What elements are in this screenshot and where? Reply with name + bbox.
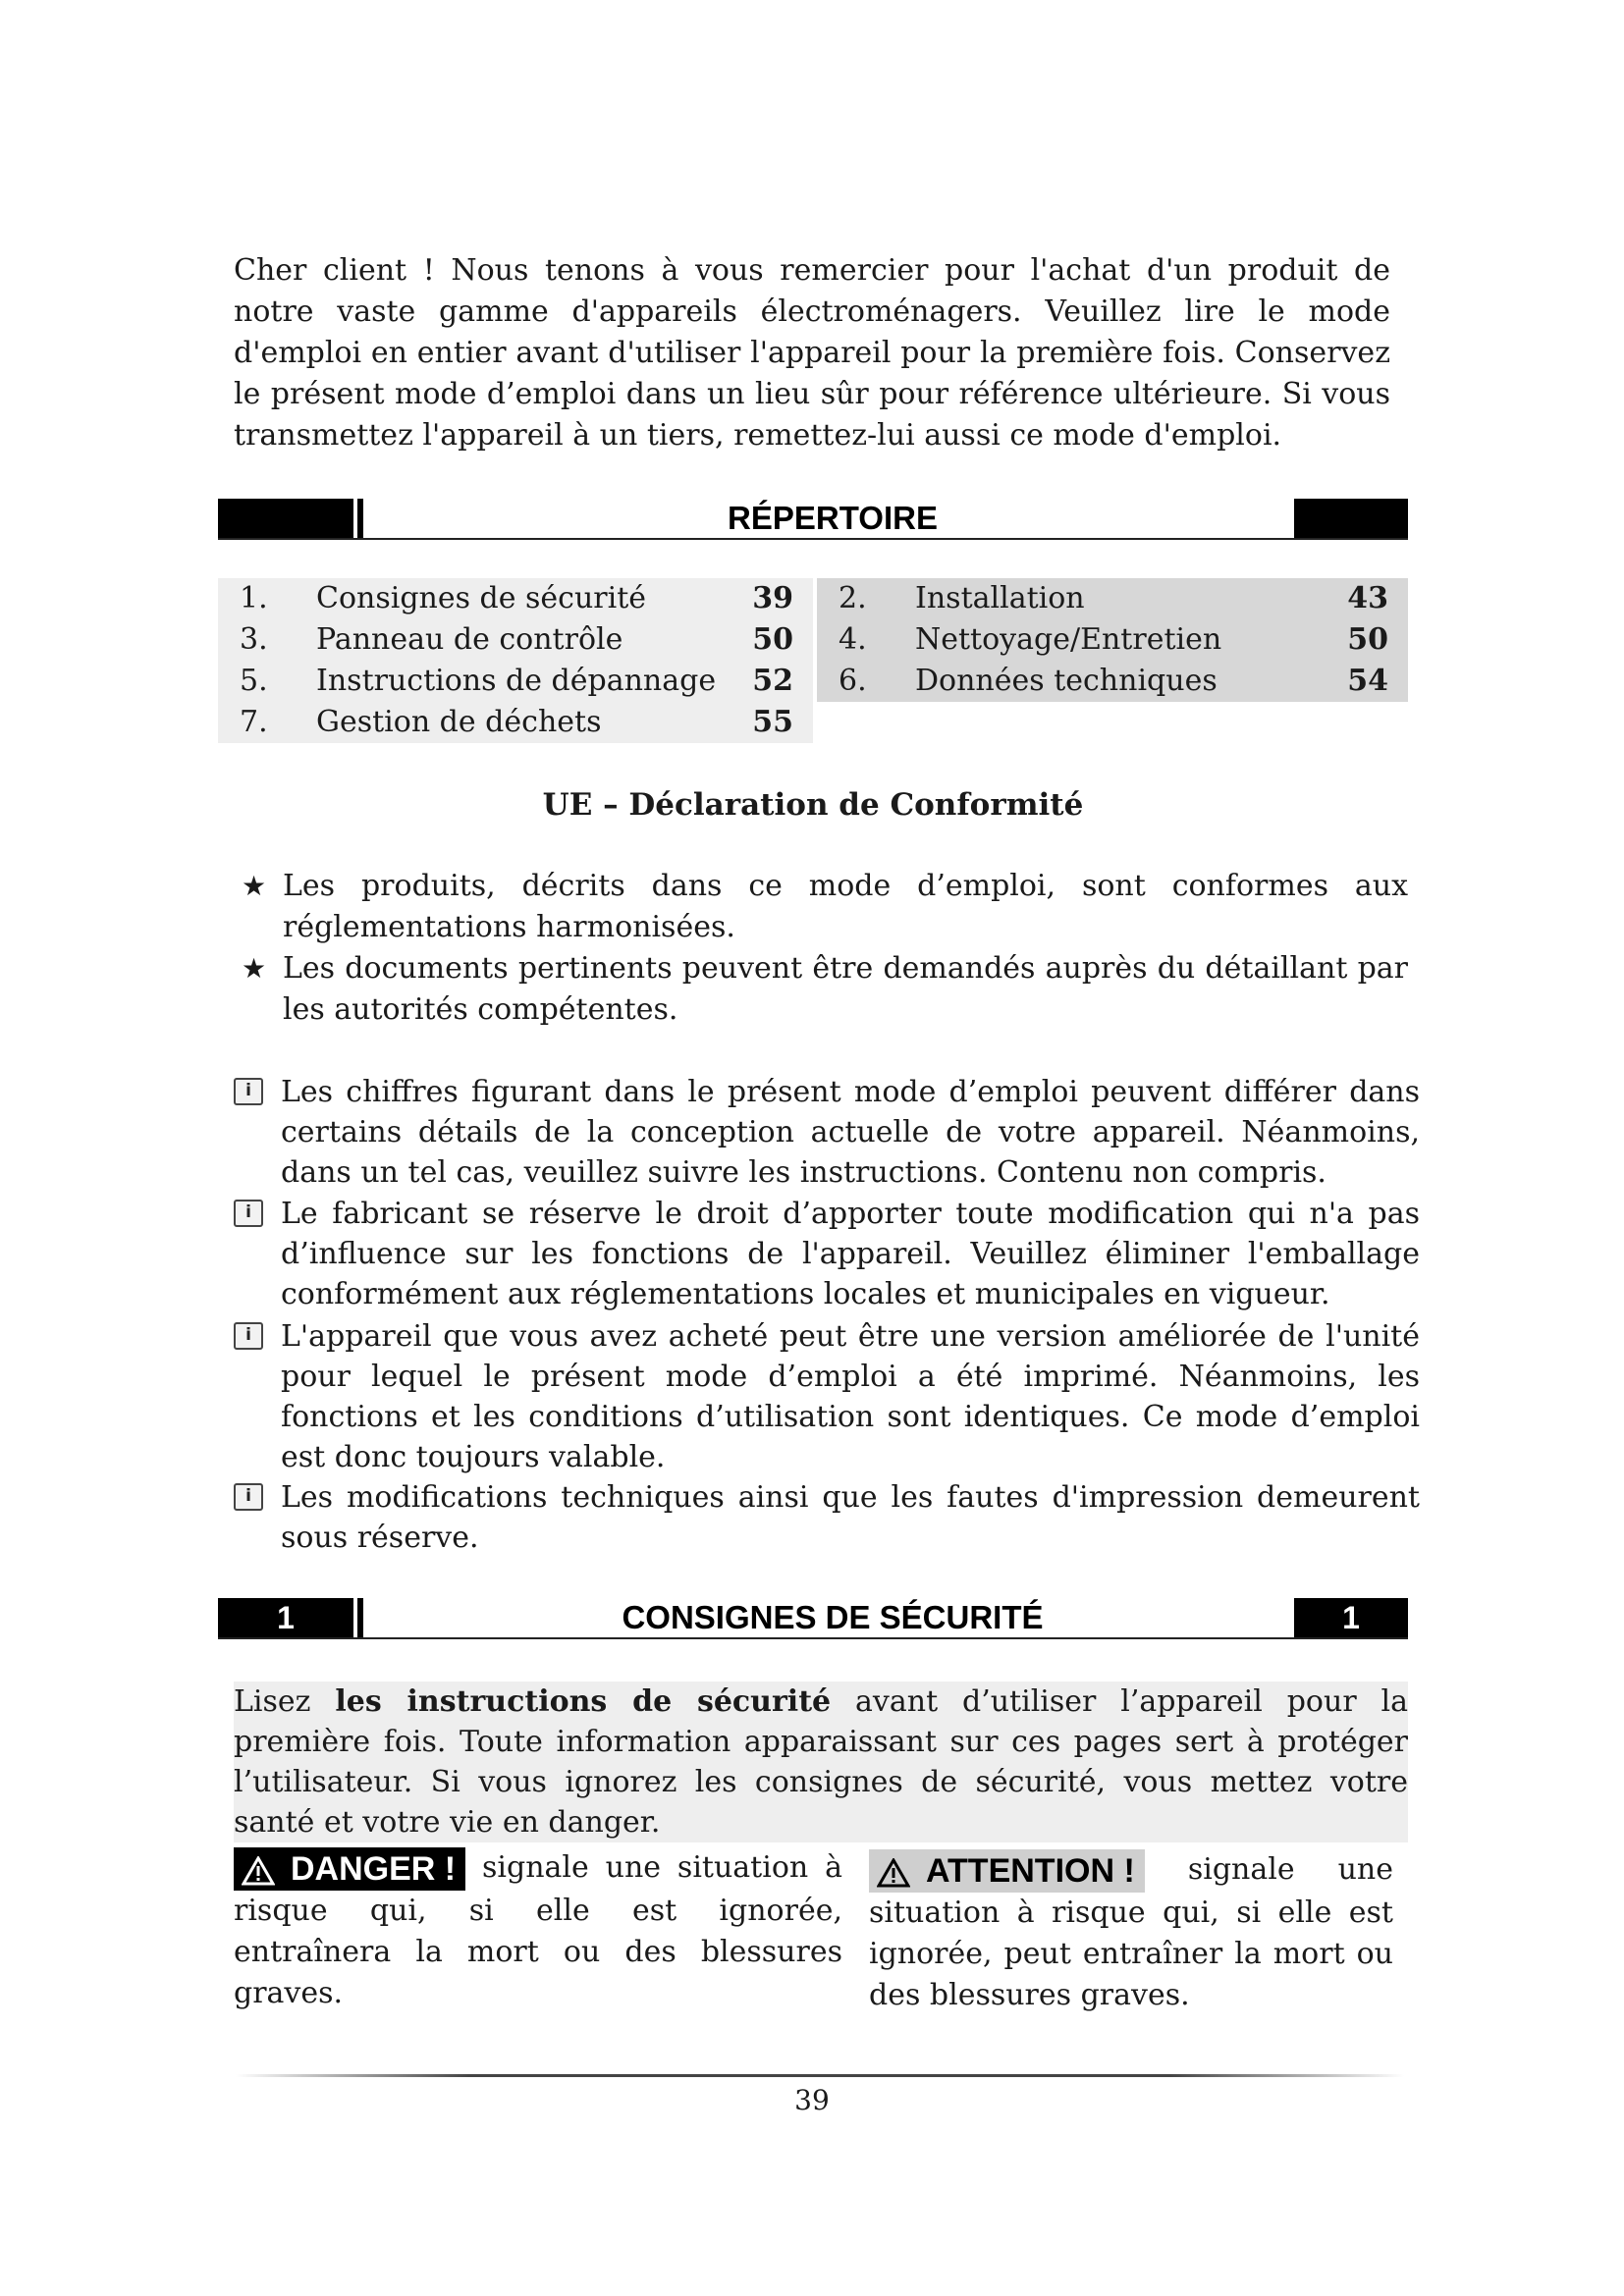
toc-label: Instructions de dépannage (316, 664, 717, 698)
info-icon: i (234, 1200, 263, 1227)
toc-num: 3. (240, 622, 268, 657)
intro-paragraph: Cher client ! Nous tenons à vous remercier pour l'achat d'un produit de notre vaste gamme d'appareils électroménagers. Veuillez lire le mode d'emploi en entier avant d'utiliser l'appareil pour la première fois. Conservez le présent mode d’emploi dans un lieu sûr pour référence ultérieure. Si vous transmettez l'appareil à un tiers, remettez-lui aussi ce mode d'emploi. (234, 253, 1390, 453)
star-bullet-icon: ★ (242, 870, 267, 902)
toc-page: 50 (1347, 622, 1388, 657)
toc-item-4[interactable] (817, 619, 1408, 661)
declaration-item (242, 866, 1408, 948)
section-title: CONSIGNES DE SÉCURITÉ (622, 1599, 1044, 1635)
info-note (245, 1072, 1420, 1193)
danger-badge (234, 1847, 465, 1891)
declaration-text: Les documents pertinents peuvent être demandés auprès du détaillant par les autorités compétentes. (283, 951, 1408, 1027)
toc-label: Gestion de déchets (316, 705, 602, 739)
attention-badge (869, 1849, 1145, 1893)
toc-page: 54 (1347, 664, 1388, 698)
declaration-item (242, 948, 1408, 1031)
toc-page: 52 (752, 664, 793, 698)
star-bullet-icon: ★ (242, 952, 267, 985)
attention-label: ATTENTION ! (926, 1852, 1135, 1890)
toc-page: 50 (752, 622, 793, 657)
safety-intro (234, 1682, 1408, 1842)
toc-num: 5. (240, 664, 268, 698)
info-icon: i (234, 1483, 263, 1511)
safety-intro-bold: les instructions de sécurité (335, 1684, 832, 1719)
page-number: 39 (794, 2084, 830, 2116)
info-icon: i (234, 1322, 263, 1350)
info-note-text: Les chiffres figurant dans le présent mode d’emploi peuvent différer dans certains détails de la conception actuelle de votre appareil. Néanmoins, dans un tel cas, veuillez suivre les instructions. Contenu non compris. (281, 1075, 1420, 1190)
warning-triangle-icon (877, 1858, 910, 1888)
toc-num: 1. (240, 581, 268, 615)
toc-label: Consignes de sécurité (316, 581, 647, 615)
attention-warning (869, 1849, 1393, 2016)
declaration-text: Les produits, décrits dans ce mode d’emploi, sont conformes aux réglementations harmonisées. (283, 869, 1408, 944)
toc-label: Panneau de contrôle (316, 622, 623, 657)
toc-num: 7. (240, 705, 268, 739)
header-block-left (218, 499, 353, 538)
section-number-left: 1 (218, 1598, 353, 1637)
toc-label: Installation (915, 581, 1085, 615)
danger-warning (234, 1847, 842, 2014)
toc-item-5[interactable] (218, 661, 813, 702)
info-note (245, 1477, 1420, 1558)
toc-item-3[interactable] (218, 619, 813, 661)
toc-page: 39 (752, 581, 793, 615)
repertoire-title: RÉPERTOIRE (728, 500, 938, 536)
toc-item-1[interactable] (218, 578, 813, 619)
toc-page: 43 (1347, 581, 1388, 615)
info-note (245, 1194, 1420, 1314)
section-number-right: 1 (1294, 1598, 1408, 1637)
info-note-text: Les modifications techniques ainsi que les fautes d'impression demeurent sous réserve. (281, 1480, 1420, 1555)
warning-triangle-icon (242, 1856, 275, 1886)
toc-item-2[interactable] (817, 578, 1408, 619)
danger-text: signale une situation à risque qui, si elle est ignorée, entraînera la mort ou des blessures graves. (234, 1850, 842, 2010)
toc-num: 4. (839, 622, 867, 657)
header-block-right (1294, 499, 1408, 538)
info-note-text: L'appareil que vous avez acheté peut être une version améliorée de l'unité pour lequel le présent mode d’emploi a été imprimé. Néanmoins, les fonctions et les conditions d’utilisation sont identiques. Ce mode d’emploi est donc toujours valable. (281, 1319, 1420, 1474)
toc-item-7[interactable] (218, 702, 813, 743)
toc-num: 6. (839, 664, 867, 698)
section-1-header (218, 1598, 1408, 1639)
footer-rule (236, 2074, 1404, 2077)
safety-intro-text: Lisez (234, 1684, 336, 1719)
safety-intro-text: avant d’utiliser l’appareil pour la première fois. Toute information apparaissant sur ces pages sert à protéger l’utilisateur. Si vous ignorez les consignes de sécurité, vous mettez votre santé et votre vie en danger. (234, 1684, 1409, 1840)
danger-label: DANGER ! (291, 1850, 457, 1888)
info-note (245, 1316, 1420, 1477)
toc-label: Données techniques (915, 664, 1218, 698)
declaration-title: UE – Déclaration de Conformité (542, 787, 1084, 823)
toc-num: 2. (839, 581, 867, 615)
info-note-text: Le fabricant se réserve le droit d’apporter toute modification qui n'a pas d’influence sur les fonctions de l'appareil. Veuillez éliminer l'emballage conformément aux réglementations locales et municipales en vigueur. (281, 1197, 1420, 1311)
repertoire-header (218, 499, 1408, 540)
toc-item-6[interactable] (817, 661, 1408, 702)
toc-page: 55 (752, 705, 793, 739)
info-icon: i (234, 1078, 263, 1105)
attention-text: signale une situation à risque qui, si elle est ignorée, peut entraîner la mort ou des blessures graves. (869, 1852, 1393, 2012)
toc-label: Nettoyage/Entretien (915, 622, 1222, 657)
